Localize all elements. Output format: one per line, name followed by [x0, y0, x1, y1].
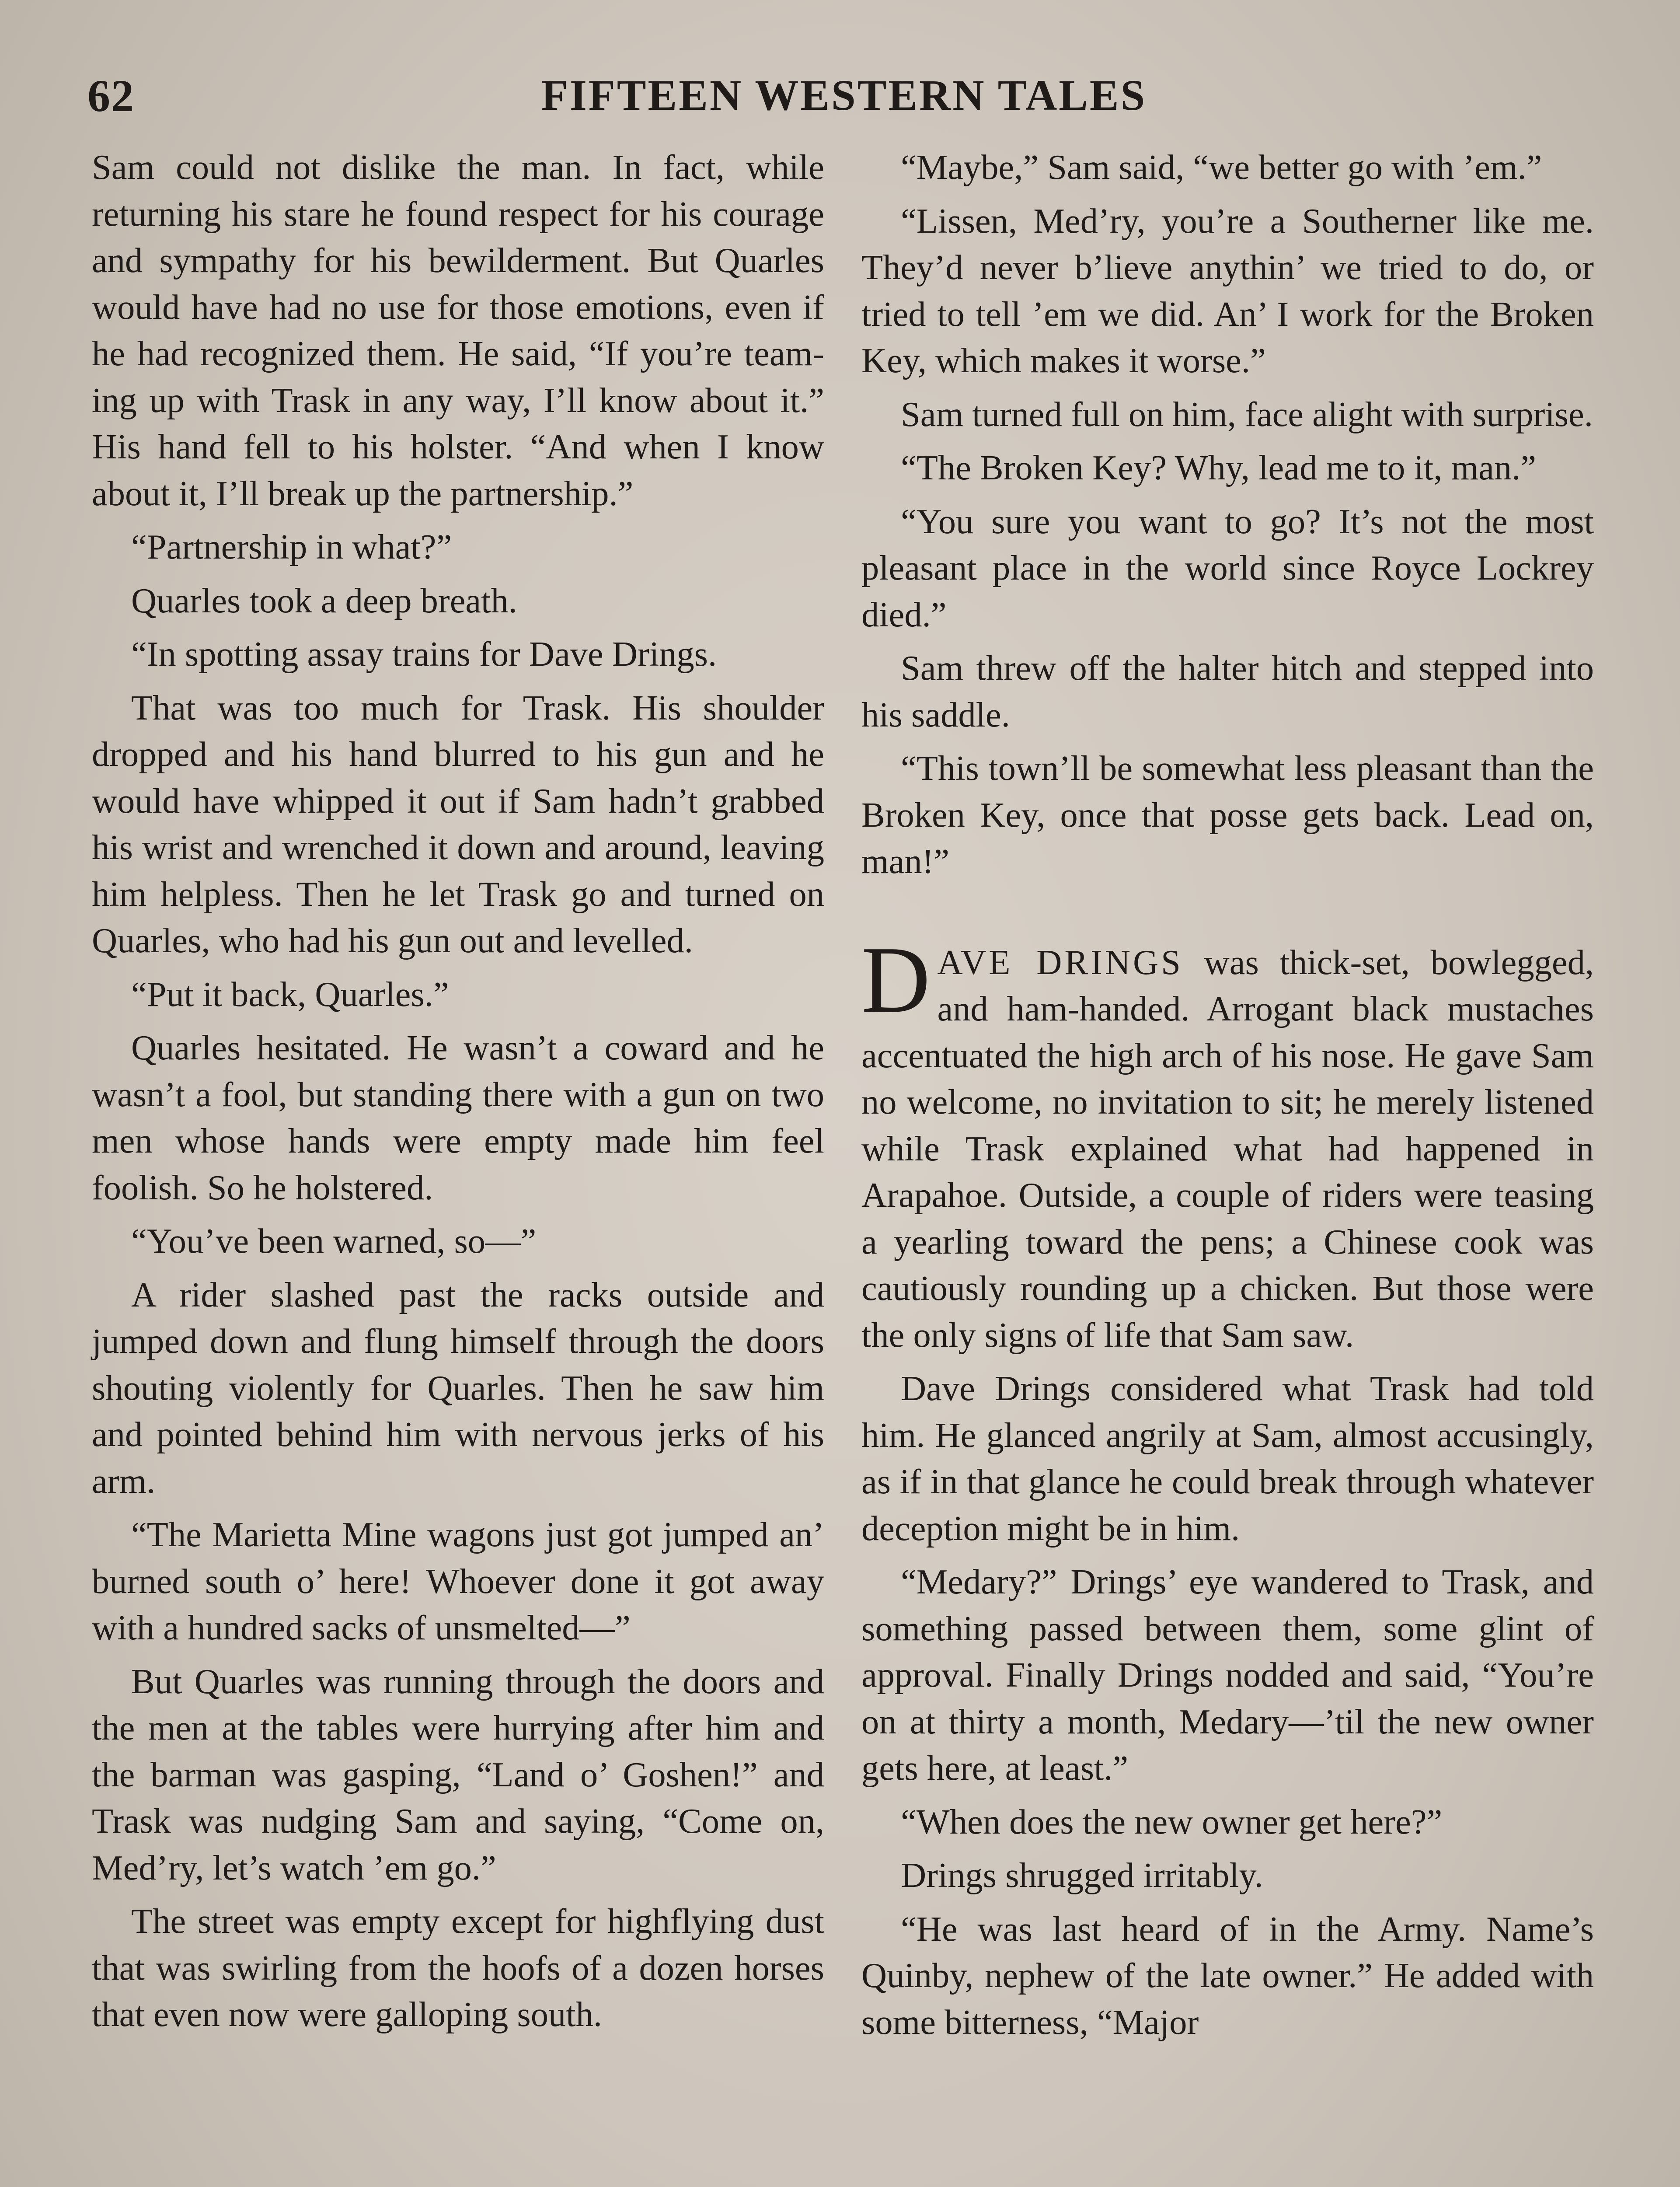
- paragraph: “He was last heard of in the Army. Name’s Quinby, nephew of the late owner.” He added with some bitterness, “Major: [861, 1909, 1594, 2042]
- paragraph: The street was empty except for highflying dust that was swirling from the hoofs of a dozen horses that even now were galloping south.: [92, 1902, 824, 2034]
- drop-cap: D: [861, 927, 931, 1033]
- page-number: 62: [87, 71, 135, 121]
- paragraph: That was too much for Trask. His shoulder dropped and his hand blurred to his gun and he would have whipped it out if Sam hadn’t grabbed his wrist and wrenched it down and around, leaving him helpless. Then he let Trask go and turned on Quarles, who had his gun out and levelled.: [92, 688, 824, 960]
- page-header: [83, 66, 1605, 131]
- paragraph: “You’ve been warned, so—”: [131, 1222, 537, 1261]
- paragraph: “This town’ll be somewhat less pleasant than the Broken Key, once that posse gets back. Lead on, man!”: [861, 749, 1594, 881]
- paragraph: Drings shrugged irritably.: [901, 1856, 1263, 1895]
- left-column: [92, 144, 824, 2045]
- paragraph: “You sure you want to go? It’s not the most pleasant place in the world since Royce Lockrey died.”: [861, 502, 1594, 634]
- paragraph: Quarles took a deep breath.: [131, 581, 517, 620]
- paragraph: Sam threw off the halter hitch and stepped into his saddle.: [861, 649, 1594, 734]
- paragraph: Dave Drings considered what Trask had told him. He glanced angrily at Sam, almost accusingly, as if in that glance he could break through whatever deception might be in him.: [861, 1369, 1594, 1548]
- section-break: [861, 892, 1594, 940]
- paragraph: “Put it back, Quarles.”: [131, 975, 449, 1014]
- right-column: [861, 144, 1594, 2053]
- paragraph: “Lissen, Med’ry, you’re a Southerner like me. They’d never b’lieve anythin’ we tried to do, or tried to tell ’em we did. An’ I work for the Broken Key, which makes it worse.”: [861, 201, 1594, 380]
- paragraph: “Maybe,” Sam said, “we better go with ’em.”: [901, 148, 1542, 187]
- paragraph: “Partnership in what?”: [131, 528, 452, 566]
- paragraph: A rider slashed past the racks outside and jumped down and flung himself through the doors shouting violently for Quarles. Then he saw him and pointed behind him with nervous jerks of his arm.: [92, 1275, 824, 1501]
- paragraph: Quarles hesitated. He wasn’t a coward and he wasn’t a fool, but standing there with a gun on two men whose hands were empty made him feel foolish. So he holstered.: [92, 1028, 824, 1207]
- paragraph: But Quarles was running through the doors and the men at the tables were hurrying after him and the barman was gasping, “Land o’ Goshen!” and Trask was nudging Sam and saying, “Come on, Med’ry, let’s watch ’em go.”: [92, 1662, 824, 1887]
- paragraph: “In spotting assay trains for Dave Drings.: [131, 635, 717, 674]
- paragraph: Sam turned full on him, face alight with surprise.: [901, 395, 1593, 434]
- small-caps-lead: AVE DRINGS: [937, 943, 1183, 982]
- paragraph: “The Marietta Mine wagons just got jumped an’ burned south o’ here! Whoever done it got away with a hundred sacks of unsmelted—”: [92, 1515, 824, 1647]
- section-opening-paragraph: [861, 927, 1594, 1359]
- paragraph: “The Broken Key? Why, lead me to it, man.”: [901, 448, 1536, 487]
- running-title: FIFTEEN WESTERN TALES: [541, 71, 1147, 119]
- paragraph: Sam could not dislike the man. In fact, while returning his stare he found respect for his courage and sympathy for his bewilderment. But Quarles would have had no use for those emotions, even if he had recognized them. He said, “If you’re teaming up with Trask in any way, I’ll know about it.” His hand fell to his holster. “And when I know about it, I’ll break up the partnership.”: [92, 148, 824, 513]
- paragraph: “Medary?” Drings’ eye wandered to Trask, and something passed between them, some glint of approval. Finally Drings nodded and said, “You’re on at thirty a month, Medary—’til the new owner gets here, at least.”: [861, 1562, 1594, 1788]
- section-opening-text: was thick-set, bowlegged, and ham-handed. Arrogant black mustaches accentuated the high arch of his nose. He gave Sam no welcome, no invitation to sit; he merely listened while Trask explained what had happened in Arapahoe. Outside, a couple of riders were teasing a yearling toward the pens; a Chinese cook was cautiously rounding up a chicken. But those were the only signs of life that Sam saw.: [861, 943, 1594, 1355]
- paragraph: “When does the new owner get here?”: [901, 1802, 1443, 1841]
